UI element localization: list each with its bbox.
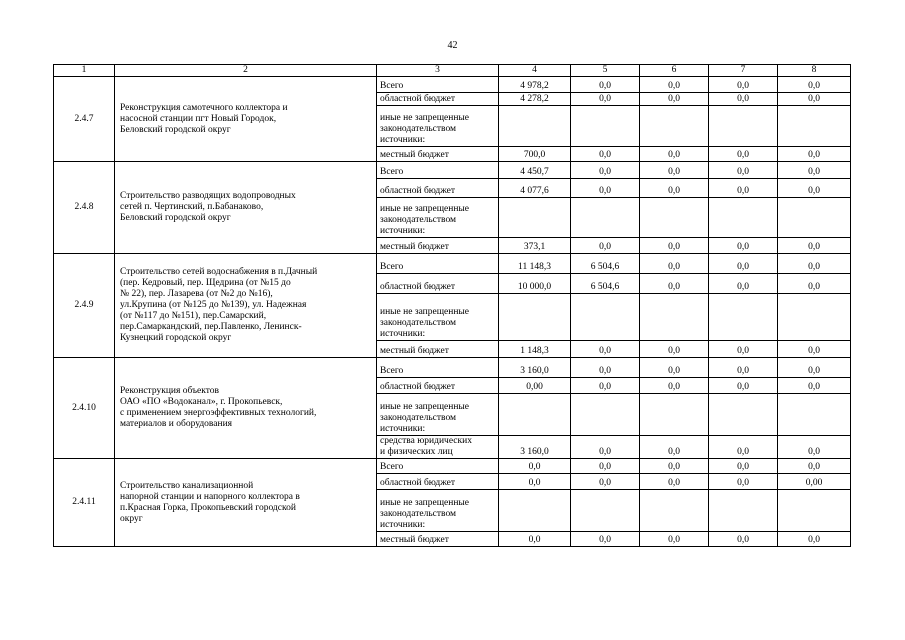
funding-value <box>778 198 851 238</box>
funding-value: 0,0 <box>499 474 571 490</box>
funding-value: 0,0 <box>709 238 778 254</box>
column-header: 5 <box>571 65 640 77</box>
funding-value: 0,0 <box>778 274 851 294</box>
header-row <box>54 65 851 77</box>
funding-value <box>571 394 640 436</box>
funding-value <box>499 106 571 147</box>
funding-source: иные не запрещенные законодательством источники: <box>377 106 499 147</box>
table-row <box>54 459 851 474</box>
funding-source: Всего <box>377 162 499 179</box>
funding-value <box>499 490 571 532</box>
funding-value: 0,0 <box>640 474 709 490</box>
funding-value <box>571 106 640 147</box>
funding-value: 0,0 <box>709 459 778 474</box>
funding-value <box>640 106 709 147</box>
funding-value <box>571 198 640 238</box>
funding-value <box>709 198 778 238</box>
funding-value: 3 160,0 <box>499 358 571 378</box>
funding-value: 0,0 <box>640 436 709 459</box>
funding-value: 0,0 <box>571 358 640 378</box>
funding-value: 0,0 <box>709 436 778 459</box>
item-number: 2.4.10 <box>54 358 115 459</box>
funding-value: 0,0 <box>709 179 778 198</box>
table-row <box>54 77 851 93</box>
funding-value <box>778 394 851 436</box>
funding-source: областной бюджет <box>377 378 499 394</box>
funding-source: областной бюджет <box>377 179 499 198</box>
funding-value: 0,0 <box>778 254 851 274</box>
funding-value: 0,0 <box>778 147 851 162</box>
item-number: 2.4.7 <box>54 77 115 162</box>
funding-value: 10 000,0 <box>499 274 571 294</box>
funding-source: местный бюджет <box>377 238 499 254</box>
funding-source: иные не запрещенные законодательством источники: <box>377 394 499 436</box>
funding-value <box>571 490 640 532</box>
funding-value: 0,0 <box>709 532 778 547</box>
funding-source: Всего <box>377 459 499 474</box>
column-header: 3 <box>377 65 499 77</box>
funding-value: 0,0 <box>709 147 778 162</box>
funding-value: 0,0 <box>778 532 851 547</box>
funding-value: 0,0 <box>709 378 778 394</box>
funding-value: 0,0 <box>640 147 709 162</box>
funding-value: 700,0 <box>499 147 571 162</box>
funding-value <box>640 490 709 532</box>
funding-value <box>778 490 851 532</box>
funding-value: 0,0 <box>640 179 709 198</box>
funding-value: 0,0 <box>571 77 640 93</box>
funding-value: 0,0 <box>571 162 640 179</box>
funding-value: 0,0 <box>571 436 640 459</box>
item-description: Строительство разводящих водопроводных сетей п. Чертинский, п.Бабанаково, Беловский городской округ <box>115 162 377 254</box>
funding-value: 6 504,6 <box>571 254 640 274</box>
column-header: 1 <box>54 65 115 77</box>
funding-value: 0,0 <box>640 254 709 274</box>
budget-table <box>53 64 851 547</box>
item-number: 2.4.8 <box>54 162 115 254</box>
funding-value: 0,0 <box>640 274 709 294</box>
funding-value: 0,0 <box>640 341 709 358</box>
funding-value: 4 077,6 <box>499 179 571 198</box>
funding-value <box>640 394 709 436</box>
funding-value: 0,0 <box>571 474 640 490</box>
funding-value: 4 278,2 <box>499 93 571 106</box>
funding-value: 0,0 <box>778 459 851 474</box>
column-header: 8 <box>778 65 851 77</box>
funding-value <box>499 394 571 436</box>
column-header: 2 <box>115 65 377 77</box>
funding-value: 0,0 <box>778 378 851 394</box>
column-header: 6 <box>640 65 709 77</box>
funding-value: 0,0 <box>499 459 571 474</box>
funding-source: местный бюджет <box>377 532 499 547</box>
funding-value: 0,0 <box>709 77 778 93</box>
funding-source: Всего <box>377 77 499 93</box>
funding-source: местный бюджет <box>377 341 499 358</box>
funding-value: 0,0 <box>778 179 851 198</box>
funding-value: 0,0 <box>778 162 851 179</box>
funding-value: 0,0 <box>499 532 571 547</box>
funding-source: Всего <box>377 358 499 378</box>
funding-value: 1 148,3 <box>499 341 571 358</box>
funding-value: 0,0 <box>571 459 640 474</box>
funding-value: 0,0 <box>571 238 640 254</box>
funding-value: 0,0 <box>640 358 709 378</box>
funding-value: 0,0 <box>640 238 709 254</box>
funding-value: 0,0 <box>571 93 640 106</box>
funding-value: 0,0 <box>571 147 640 162</box>
funding-value: 0,0 <box>640 459 709 474</box>
funding-value: 3 160,0 <box>499 436 571 459</box>
funding-value: 0,00 <box>778 474 851 490</box>
funding-value: 0,0 <box>709 474 778 490</box>
funding-value <box>709 490 778 532</box>
funding-value: 0,0 <box>640 378 709 394</box>
funding-source: иные не запрещенные законодательством источники: <box>377 198 499 238</box>
funding-value: 0,0 <box>709 358 778 378</box>
funding-value: 0,0 <box>778 341 851 358</box>
funding-value: 0,0 <box>778 93 851 106</box>
funding-value: 0,0 <box>778 358 851 378</box>
funding-value <box>499 294 571 341</box>
item-description: Строительство канализационной напорной станции и напорного коллектора в п.Красная Горка, Прокопьевский городской округ <box>115 459 377 547</box>
funding-value: 0,0 <box>778 436 851 459</box>
funding-source: Всего <box>377 254 499 274</box>
funding-value <box>709 394 778 436</box>
funding-value: 0,0 <box>709 162 778 179</box>
funding-value: 0,0 <box>709 93 778 106</box>
funding-value: 0,0 <box>571 341 640 358</box>
item-description: Реконструкция объектов ОАО «ПО «Водоканал», г. Прокопьевск, с применением энергоэффективных технологий, материалов и оборудования <box>115 358 377 459</box>
funding-source: иные не запрещенные законодательством источники: <box>377 490 499 532</box>
funding-value <box>571 294 640 341</box>
funding-value: 373,1 <box>499 238 571 254</box>
funding-value: 4 978,2 <box>499 77 571 93</box>
item-description: Реконструкция самотечного коллектора и насосной станции пгт Новый Городок, Беловский городской округ <box>115 77 377 162</box>
item-description: Строительство сетей водоснабжения в п.Дачный (пер. Кедровый, пер. Щедрина (от №15 до № 22), пер. Лазарева (от №2 до №16), ул.Крупина (от №125 до №139), ул. Надежная (от №117 до №151), пер.Самарский, пер.Самаркандский, пер.Павленко, Ленинск- Кузнецкий городской округ <box>115 254 377 358</box>
funding-value: 0,00 <box>499 378 571 394</box>
funding-source: областной бюджет <box>377 474 499 490</box>
funding-source: областной бюджет <box>377 274 499 294</box>
funding-value <box>709 106 778 147</box>
funding-value: 0,0 <box>571 532 640 547</box>
item-number: 2.4.11 <box>54 459 115 547</box>
table-row <box>54 358 851 378</box>
funding-value: 0,0 <box>709 341 778 358</box>
funding-value: 0,0 <box>778 238 851 254</box>
funding-value: 0,0 <box>709 274 778 294</box>
funding-value: 0,0 <box>571 378 640 394</box>
funding-value: 6 504,6 <box>571 274 640 294</box>
funding-value: 11 148,3 <box>499 254 571 274</box>
funding-value: 0,0 <box>778 77 851 93</box>
funding-value: 4 450,7 <box>499 162 571 179</box>
funding-value <box>778 106 851 147</box>
table-row <box>54 162 851 179</box>
funding-value <box>640 294 709 341</box>
funding-value <box>640 198 709 238</box>
funding-value <box>499 198 571 238</box>
page-number: 42 <box>447 40 458 51</box>
column-header: 4 <box>499 65 571 77</box>
column-header: 7 <box>709 65 778 77</box>
funding-value: 0,0 <box>709 254 778 274</box>
funding-value: 0,0 <box>571 179 640 198</box>
item-number: 2.4.9 <box>54 254 115 358</box>
funding-source: областной бюджет <box>377 93 499 106</box>
funding-value: 0,0 <box>640 93 709 106</box>
funding-value <box>709 294 778 341</box>
funding-value: 0,0 <box>640 162 709 179</box>
funding-source: средства юридических и физических лиц <box>377 436 499 459</box>
funding-value <box>778 294 851 341</box>
funding-value: 0,0 <box>640 532 709 547</box>
funding-value: 0,0 <box>640 77 709 93</box>
funding-source: местный бюджет <box>377 147 499 162</box>
funding-source: иные не запрещенные законодательством источники: <box>377 294 499 341</box>
table-row <box>54 254 851 274</box>
